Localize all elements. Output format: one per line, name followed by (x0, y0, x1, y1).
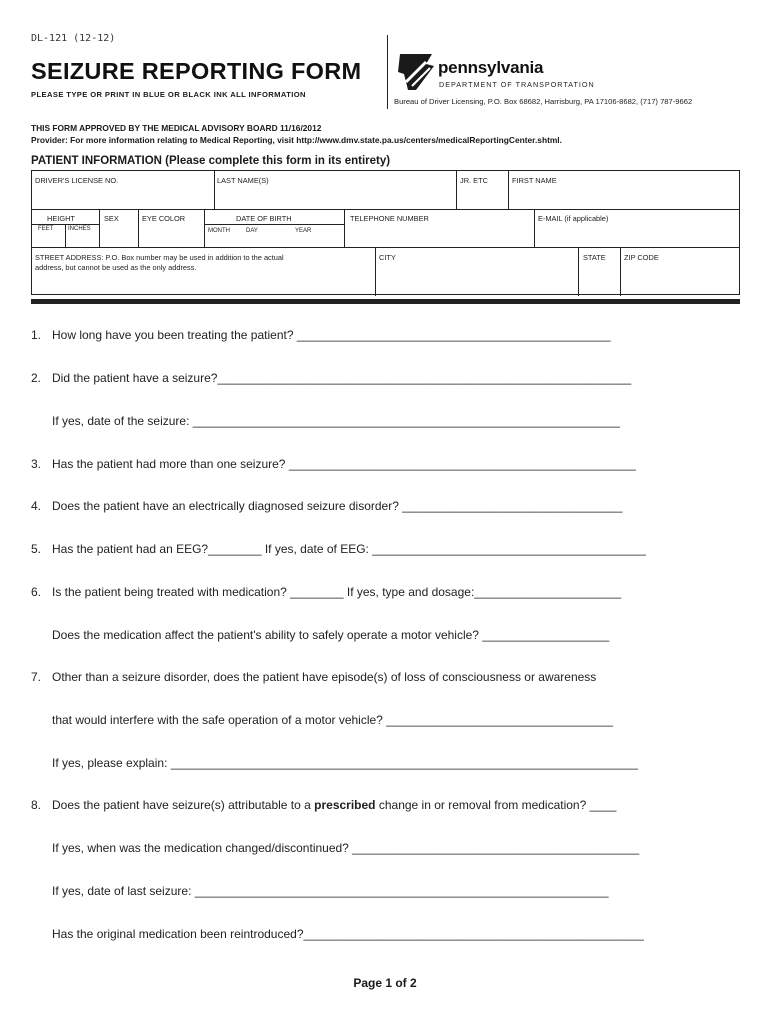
eye-color-field-label[interactable]: EYE COLOR (142, 214, 186, 223)
license-field-label[interactable]: DRIVER'S LICENSE NO. (35, 176, 119, 185)
question-5[interactable]: 5. Has the patient had an EEG?________ If yes, date of EEG: _________________________________________ (31, 542, 646, 556)
patient-info-grid (31, 170, 740, 295)
prescribed-emphasis: prescribed (314, 798, 376, 812)
sex-field-label[interactable]: SEX (104, 214, 119, 223)
question-3[interactable]: 3. Has the patient had more than one seizure? ____________________________________________________ (31, 457, 636, 471)
provider-note: Provider: For more information relating to Medical Reporting, visit http://www.dmv.state.pa.us/centers/medicalReportingCenter.shtml. (31, 135, 562, 145)
question-2[interactable]: 2. Did the patient have a seizure?______________________________________________________________ (31, 371, 632, 385)
dob-subdivider (204, 224, 344, 225)
page-number: Page 1 of 2 (353, 976, 417, 990)
email-field-label[interactable]: E-MAIL (if applicable) (538, 214, 609, 223)
question-2-seizure-date[interactable]: If yes, date of the seizure: ________________________________________________________________ (52, 414, 620, 428)
patient-info-heading: PATIENT INFORMATION (Please complete this form in its entirety) (31, 155, 391, 167)
street-address-note: address, but cannot be used as the only address. (35, 263, 197, 272)
logo-department: DEPARTMENT OF TRANSPORTATION (439, 80, 595, 89)
form-title: SEIZURE REPORTING FORM (31, 58, 362, 84)
question-8-medication-changed[interactable]: If yes, when was the medication changed/discontinued? ___________________________________________ (52, 841, 640, 855)
first-name-field-label[interactable]: FIRST NAME (512, 176, 557, 185)
dob-day-label[interactable]: DAY (246, 228, 258, 234)
logo-name: pennsylvania (438, 58, 544, 77)
form-id: DL-121 (12-12) (31, 33, 116, 44)
question-1[interactable]: 1. How long have you been treating the patient? _______________________________________________ (31, 328, 611, 342)
header-divider (387, 35, 388, 109)
inches-field-label[interactable]: INCHES (68, 226, 91, 232)
feet-field-label[interactable]: FEET (38, 226, 54, 232)
dob-year-label[interactable]: YEAR (295, 228, 312, 234)
dob-field-label: DATE OF BIRTH (236, 214, 292, 223)
question-7-continued[interactable]: that would interfere with the safe operation of a motor vehicle? __________________________________ (52, 713, 614, 727)
question-8-last-seizure[interactable]: If yes, date of last seizure: ______________________________________________________________ (52, 884, 609, 898)
question-4[interactable]: 4. Does the patient have an electrically diagnosed seizure disorder? _________________________________ (31, 499, 623, 513)
street-address-field-label[interactable]: STREET ADDRESS: P.O. Box number may be used in addition to the actual (35, 253, 284, 262)
question-7: 7. Other than a seizure disorder, does the patient have episode(s) of loss of consciousness or awareness (31, 670, 597, 684)
zip-field-label[interactable]: ZIP CODE (624, 253, 659, 262)
dob-month-label[interactable]: MONTH (208, 228, 230, 234)
question-8[interactable]: 8. Does the patient have seizure(s) attributable to a prescribed change in or removal from medication? ____ (31, 798, 617, 812)
height-field-label: HEIGHT (47, 214, 75, 223)
question-6-medication-effect[interactable]: Does the medication affect the patient's ability to safely operate a motor vehicle? ___________________ (52, 628, 610, 642)
question-8-reintroduced[interactable]: Has the original medication been reintroduced?___________________________________________________ (52, 927, 644, 941)
grid-row-divider (32, 247, 739, 248)
suffix-field-label[interactable]: JR. ETC (460, 176, 488, 185)
approval-note: THIS FORM APPROVED BY THE MEDICAL ADVISORY BOARD 11/16/2012 (31, 123, 322, 133)
question-6[interactable]: 6. Is the patient being treated with medication? ________ If yes, type and dosage:______________________ (31, 585, 622, 599)
question-7-explain[interactable]: If yes, please explain: ______________________________________________________________________ (52, 756, 638, 770)
ink-instruction: PLEASE TYPE OR PRINT IN BLUE OR BLACK INK ALL INFORMATION (31, 90, 306, 99)
bureau-address: Bureau of Driver Licensing, P.O. Box 68682, Harrisburg, PA 17106-8682, (717) 787-9662 (394, 97, 693, 106)
section-rule (31, 299, 740, 304)
last-name-field-label[interactable]: LAST NAME(S) (217, 176, 269, 185)
state-field-label[interactable]: STATE (583, 253, 606, 262)
city-field-label[interactable]: CITY (379, 253, 396, 262)
keystone-logo-icon (396, 52, 436, 92)
telephone-field-label[interactable]: TELEPHONE NUMBER (350, 214, 429, 223)
